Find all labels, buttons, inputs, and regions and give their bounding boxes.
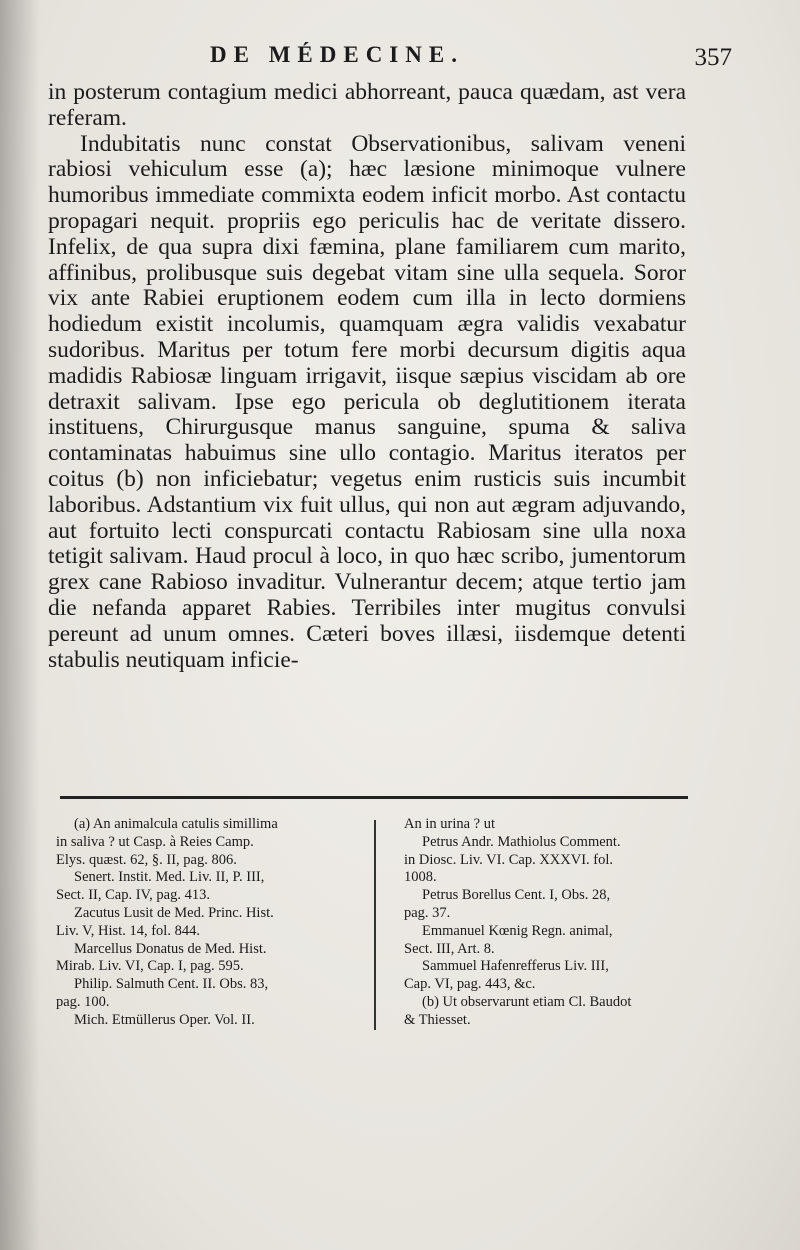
footnote-line: Philip. Salmuth Cent. II. Obs. 83,	[74, 976, 269, 993]
footnote-line: Emmanuel Kœnig Regn. animal,	[422, 922, 613, 939]
running-title: DE MÉDECINE.	[210, 42, 464, 67]
footnote-line: Petrus Andr. Mathiolus Comment.	[422, 833, 621, 850]
footnotes-left-column	[56, 816, 362, 1030]
footnote-line: (a) An animalcula catulis simillima	[74, 816, 278, 832]
footnote-line: Marcellus Donatus de Med. Hist.	[74, 940, 267, 957]
footnote-line: Petrus Borellus Cent. I, Obs. 28,	[422, 887, 611, 904]
footnote-line: pag. 100.	[56, 993, 110, 1010]
footnote-line: Sect. II, Cap. IV, pag. 413.	[56, 887, 210, 904]
footnote-column-divider	[374, 820, 376, 1030]
footnote-line: Mich. Etmüllerus Oper. Vol. II.	[74, 1011, 255, 1028]
footnote-line: pag. 37.	[404, 904, 451, 921]
footnote-line: An in urina ? ut	[404, 816, 496, 832]
footnote-line: Sect. III, Art. 8.	[404, 940, 495, 957]
footnote-line: in Diosc. Liv. VI. Cap. XXXVI. fol.	[404, 851, 614, 868]
footnote-line: (b) Ut observarunt etiam Cl. Baudot	[422, 993, 632, 1010]
footnotes-right-column	[404, 816, 694, 1030]
footnote-line: Sammuel Hafenrefferus Liv. III,	[422, 958, 609, 975]
paragraph-main: Indubitatis nunc constat Observationibus, salivam veneni rabiosi vehiculum esse (a); hæc læsione minimoque vulnere humoribus immediate commixta eodem inficit morbo. Ast contactu propagari nequit. propriis ego periculis hac de veritate dissero. Infelix, de qua supra dixi fæmina, plane familiarem cum marito, affinibus, prolibusque suis degebat vitam sine ulla sequela. Soror vix ante Rabiei eruptionem eodem cum illa in lecto dormiens hodiedum existit incolumis, quamquam ægra validis vexabatur sudoribus. Maritus per totum fere morbi decursum digitis aqua madidis Rabiosæ linguam irrigavit, iisque sæpius viscidam ab ore detraxit salivam. Ipse ego pericula ob deglutitionem iterata instituens, Chirurgusque manus sanguine, spuma & saliva contaminatas habuimus sine ullo contagio. Maritus iteratos per coitus (b) non inficiebatur; vegetus enim rusticis suis incumbit laboribus. Adstantium vix fuit ullus, qui non aut ægram adjuvando, aut fortuito lecti conspurcati contactu Rabiosam sine ulla noxa tetigit salivam. Haud procul à loco, in quo hæc scribo, jumentorum grex cane Rabioso invaditur. Vulnerantur decem; atque tertio jam die nefanda apparet Rabies. Terribiles inter mugitus convulsi pereunt ad unum omnes. Cæteri boves illæsi, iisdemque detenti stabulis neutiquam inficie-	[48, 130, 686, 673]
paragraph-continuation: in posterum contagium medici abhorreant, pauca quædam, ast vera referam.	[48, 79, 686, 131]
footnote-line: Elys. quæst. 62, §. II, pag. 806.	[56, 851, 237, 868]
main-text	[48, 80, 686, 673]
footnote-line: Liv. V, Hist. 14, fol. 844.	[56, 922, 200, 939]
footnote-line: in saliva ? ut Casp. à Reies Camp.	[56, 833, 254, 850]
footnote-line: & Thiesset.	[404, 1011, 471, 1028]
footnote-line: Zacutus Lusit de Med. Princ. Hist.	[74, 904, 274, 921]
footnote-line: 1008.	[404, 869, 437, 886]
footnote-line: Senert. Instit. Med. Liv. II, P. III,	[74, 869, 265, 886]
page-number: 357	[694, 44, 732, 71]
binding-shadow	[0, 0, 40, 1250]
footnote-line: Cap. VI, pag. 443, &c.	[404, 976, 536, 993]
page-header	[48, 42, 748, 82]
footnote-rule	[60, 796, 688, 799]
footnote-line: Mirab. Liv. VI, Cap. I, pag. 595.	[56, 958, 244, 975]
